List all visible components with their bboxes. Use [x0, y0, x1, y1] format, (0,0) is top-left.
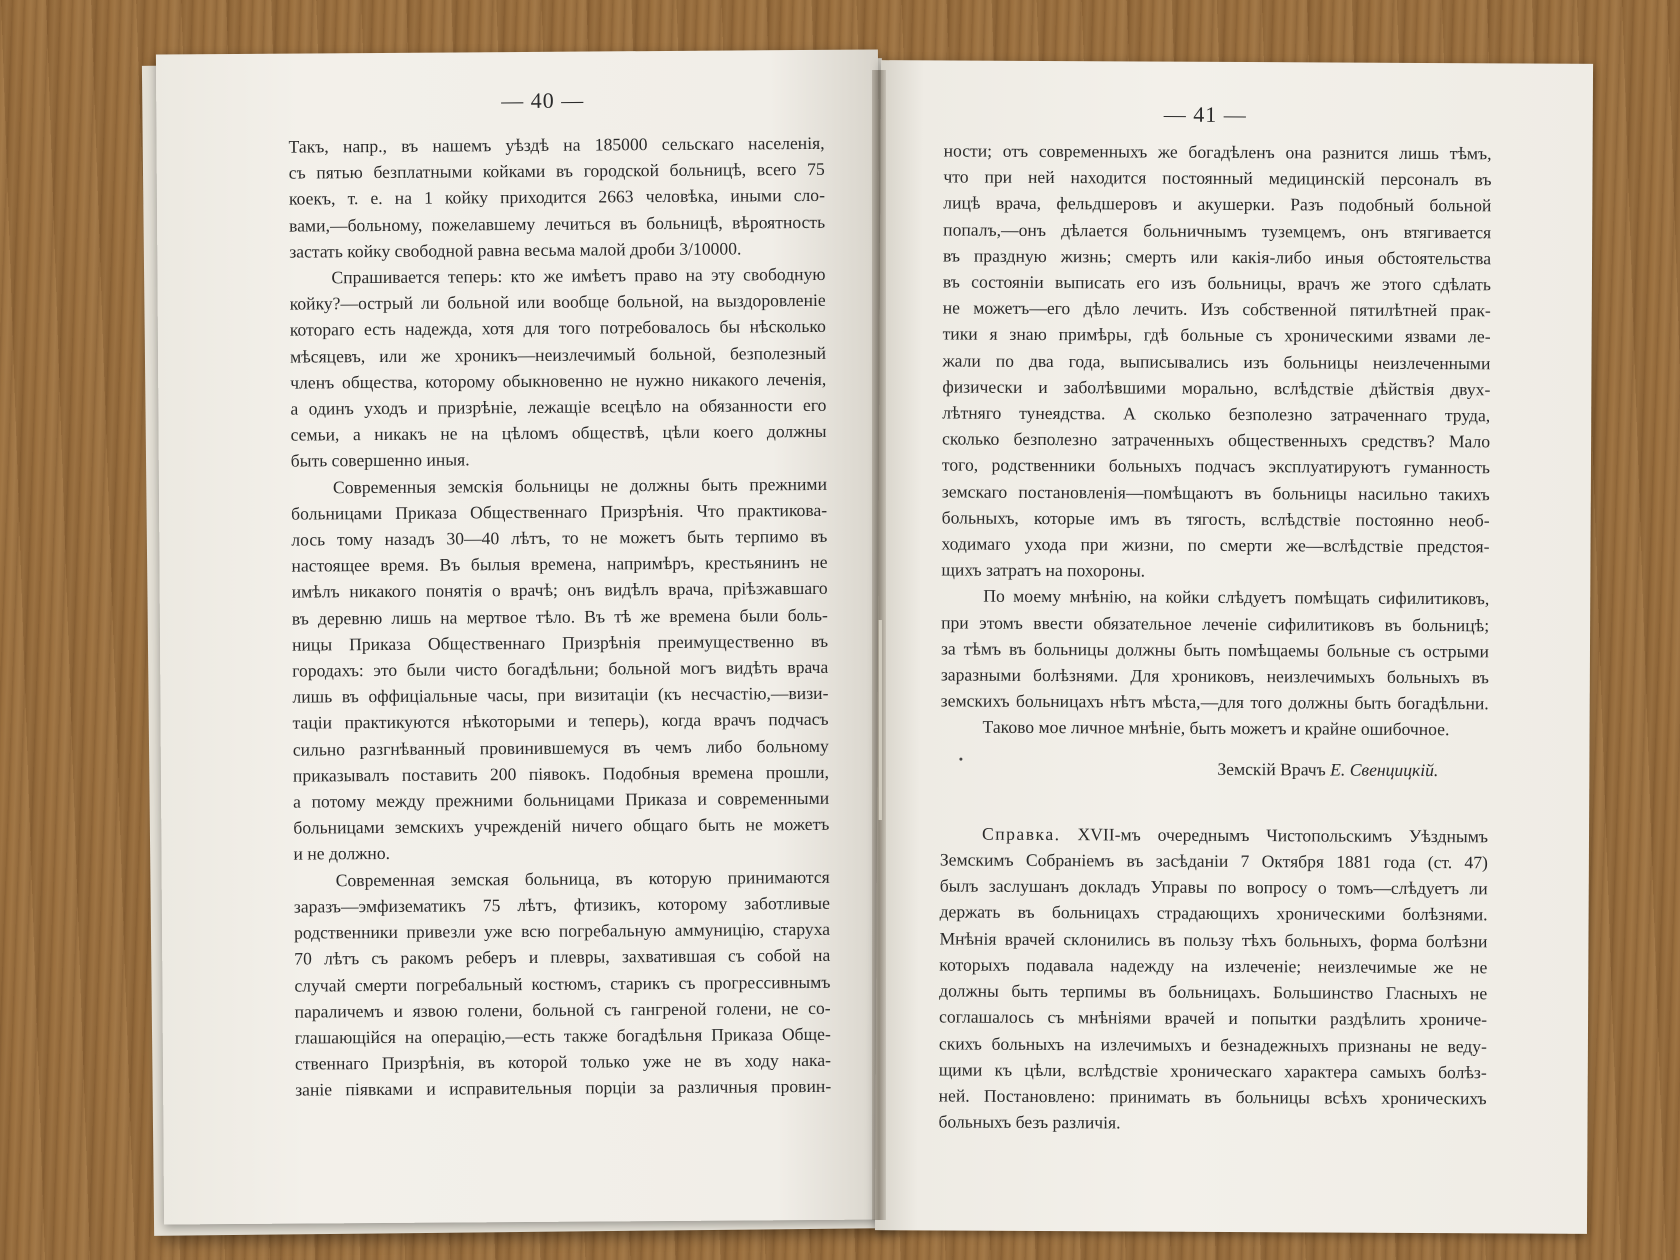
left-page-text — [288, 130, 831, 1103]
reference-line — [940, 820, 1488, 849]
text-line: случай смерти погребальный костюмъ, старикъ съ прогрессивнымъ — [294, 971, 831, 996]
text-line: лишь въ оффиціальные часы, при визитаціи (къ несчастію,—визи- — [292, 683, 829, 707]
text-line: Современная земская больница, въ которую принимаются — [335, 866, 830, 890]
text-line: членъ общества, которому обыкновенно не нужно никакого леченія, — [290, 368, 827, 393]
text-line: Спрашивается теперь: кто же имѣетъ право на эту свободную — [331, 263, 826, 288]
right-page — [875, 60, 1593, 1234]
text-line: семьи, а никакъ не на цѣломъ обществѣ, цѣли коего должны — [290, 421, 827, 445]
text-line: ности; отъ современныхъ же богадѣленъ она разнится лишь тѣмъ, — [943, 140, 1492, 164]
text-line: а потому между прежними больницами Приказа и современными — [293, 787, 830, 812]
page-number: — 41 — — [1163, 101, 1247, 128]
text-line: коекъ, т. е. на 1 койку приходится 2663 человѣка, иными сло- — [288, 185, 825, 210]
text-line: городахъ: это были чисто богадѣльни; больной могъ видѣть врача — [292, 656, 829, 681]
text-line: щихъ затратъ на похороны. — [941, 559, 1146, 581]
text-line: заразъ—эмфизематикъ 75 лѣтъ, фтизикъ, которому заботливые — [293, 892, 830, 917]
text-line: койку?—острый ли больной или вообще больной, на выздоровленіе — [289, 290, 826, 314]
text-line: вами,—больному, пожелавшему лечиться въ больницѣ, вѣроятность — [289, 211, 826, 236]
signature-name: Е. Свенцицкій. — [1330, 759, 1439, 780]
reference-line: былъ заслушанъ докладъ Управы по вопросу о томъ—слѣдуетъ ли — [939, 875, 1488, 899]
text-line: въ деревню лишь на мертвое тѣло. Въ тѣ же времена были боль- — [291, 604, 828, 629]
text-line: при этомъ ввести обязательное леченіе сифилитиковъ въ больницѣ; — [941, 612, 1490, 635]
text-line: имѣлъ никакого понятія о врачѣ; онъ видѣлъ врача, пріѣзжавшаго — [291, 578, 828, 603]
section-gap — [940, 780, 1488, 823]
text-line: 70 лѣтъ съ ракомъ реберъ и плевры, захватившая съ собой на — [294, 945, 831, 969]
text-line: и не должно. — [293, 843, 391, 865]
text-line: родственники привезли уже всю погребальную аммуницію, старуха — [293, 918, 831, 943]
reference-line-text: XVII-мъ очереднымъ Чистопольскимъ Уѣзднымъ — [1077, 824, 1489, 847]
text-line: По моему мнѣнію, на койки слѣдуетъ помѣщать сифилитиковъ, — [983, 586, 1490, 609]
page-number: — 40 — — [501, 87, 585, 114]
reference-line: держать въ больницахъ страдающихъ хроническими болѣзнями. — [939, 901, 1488, 925]
text-line: застать койку свободной равна весьма малой дроби 3/10000. — [289, 238, 742, 262]
text-line: глашающійся на операцію,—есть также богадѣльня Приказа Обще- — [294, 1023, 831, 1048]
text-line: мѣсяцевъ, или же хроникъ—неизлечимый больной, безполезный — [289, 342, 827, 367]
text-line: что при ней находится постоянный медицинскій персоналъ въ — [943, 166, 1492, 190]
text-line: больницами земскихъ учрежденій ничего общаго быть не можетъ — [293, 814, 830, 838]
text-line: быть совершенно иныя. — [290, 449, 470, 472]
text-line: физически и заболѣвшими морально, вслѣдствіе дѣйствія двух- — [942, 376, 1491, 400]
text-line: лицѣ врача, фельдшеровъ и акушерки. Разъ подобный больной — [943, 192, 1492, 216]
text-line: настоящее время. Въ былыя времена, напримѣръ, крестьянинъ не — [291, 552, 828, 576]
text-line: ницы Приказа Общественнаго Призрѣнія преимущественно въ — [291, 630, 829, 655]
text-line: Современныя земскія больницы не должны быть прежними — [332, 473, 828, 497]
text-line: заніе піявками и исправительныя порціи за различныя провин- — [295, 1076, 832, 1100]
text-line: ходимаго ухода при жизни, по смерти же—вслѣдствіе предстоя- — [941, 533, 1490, 557]
reference-line: должны быть терпимы въ больницахъ. Большинство Гласныхъ не — [939, 980, 1488, 1004]
left-page — [156, 49, 886, 1224]
text-line: тики я знаю примѣры, гдѣ больные съ хроническими язвами ле- — [942, 323, 1491, 347]
text-line: приказывалъ поставить 200 піявокъ. Подобныя времена прошли, — [292, 761, 830, 786]
text-line: земскаго постановленія—помѣщаютъ въ больницы насильно такихъ — [941, 481, 1490, 504]
reference-line: соглашалось съ мнѣніями врачей и попытки раздѣлить хрониче- — [939, 1006, 1488, 1030]
text-line: больныхъ, которые имъ въ тягость, вслѣдствіе постоянно необ- — [941, 507, 1490, 531]
text-line: жали по два года, выписывались изъ больницы неизлеченными — [942, 350, 1491, 373]
reference-line: больныхъ безъ различія. — [938, 1111, 1121, 1133]
text-line: въ состояніи выписать его изъ больницы, врачъ же этого сдѣлать — [942, 271, 1491, 295]
reference-title: Справка. — [981, 823, 1061, 844]
right-page-text — [938, 137, 1491, 1137]
text-line: больницами Приказа Общественнаго Призрѣнія. Что практикова- — [291, 499, 828, 524]
text-line: въ праздную жизнь; смерть или какія-либо иныя обстоятельства — [942, 245, 1492, 269]
text-line: Таково мое личное мнѣніе, быть можетъ и крайне ошибочное. — [982, 717, 1450, 740]
binding-thread — [878, 620, 882, 820]
text-line: таціи практикуются нѣкоторыми и теперь), когда врачъ подчасъ — [292, 709, 829, 734]
text-line: за тѣмъ въ больницы должны быть помѣщаемы больные съ острыми — [940, 638, 1490, 662]
text-line: не можетъ—его дѣло лечить. Изъ собственной пятилѣтней прак- — [942, 297, 1491, 321]
text-line: лѣтняго тунеядства. А сколько безполезно затраченнаго труда, — [942, 402, 1491, 426]
text-line: ственнаго Призрѣнія, въ которой только уже не въ ходу нака- — [294, 1049, 832, 1074]
text-line: съ пятью безплатными койками въ городской больницѣ, всего 75 — [288, 159, 825, 183]
reference-line: которыхъ подавала надежду на излеченіе; неизлечимые же не — [939, 954, 1488, 978]
right-page-body — [941, 137, 1492, 743]
text-line: лось тому назадъ 30—40 лѣтъ, то не можетъ быть терпимо въ — [291, 525, 828, 550]
reference-line: Земскимъ Собраніемъ въ засѣданіи 7 Октября 1881 года (ст. 47) — [939, 849, 1488, 873]
reference-line: Мнѣнія врачей склонились въ пользу тѣхъ больныхъ, форма болѣзни — [939, 928, 1488, 952]
text-line: Такъ, напр., въ нашемъ уѣздѣ на 185000 сельскаго населенія, — [288, 132, 825, 157]
reference-line: скихъ больныхъ на излечимыхъ и безнадежныхъ признаны не веду- — [938, 1032, 1487, 1056]
reference-note — [938, 820, 1488, 1137]
reference-line: щими къ цѣли, вслѣдствіе хроническаго характера самыхъ болѣз- — [938, 1059, 1487, 1083]
reference-line: ней. Постановлено: принимать въ больницы всѣхъ хроническихъ — [938, 1085, 1487, 1109]
text-line: сколько безполезно затраченныхъ общественныхъ средствъ? Мало — [942, 428, 1491, 452]
text-line: того, родственники больныхъ подчасъ эксплуатируютъ гуманность — [941, 454, 1490, 478]
signature — [940, 754, 1488, 783]
text-line: котораго есть надежда, хотя для того потребовалось бы нѣсколько — [289, 316, 826, 341]
signature-role: Земскій Врачъ — [1217, 758, 1326, 780]
text-line: параличемъ и язвою голени, больной съ гангреной голени, не со- — [294, 997, 831, 1022]
text-line: земскихъ больницахъ нѣтъ мѣста,—для того должны быть богадѣльни. — [940, 690, 1489, 714]
text-line: а одинъ уходъ и призрѣніе, лежащіе всецѣло на обязанности его — [290, 394, 827, 419]
text-line: попалъ,—онъ дѣлается больничнымъ туземцемъ, онъ втягивается — [943, 219, 1492, 242]
text-line: сильно разгнѣванный провинившемуся въ чемъ либо больному — [292, 735, 829, 760]
text-line: заразными болѣзнями. Для хрониковъ, неизлечимыхъ больныхъ въ — [940, 664, 1489, 688]
